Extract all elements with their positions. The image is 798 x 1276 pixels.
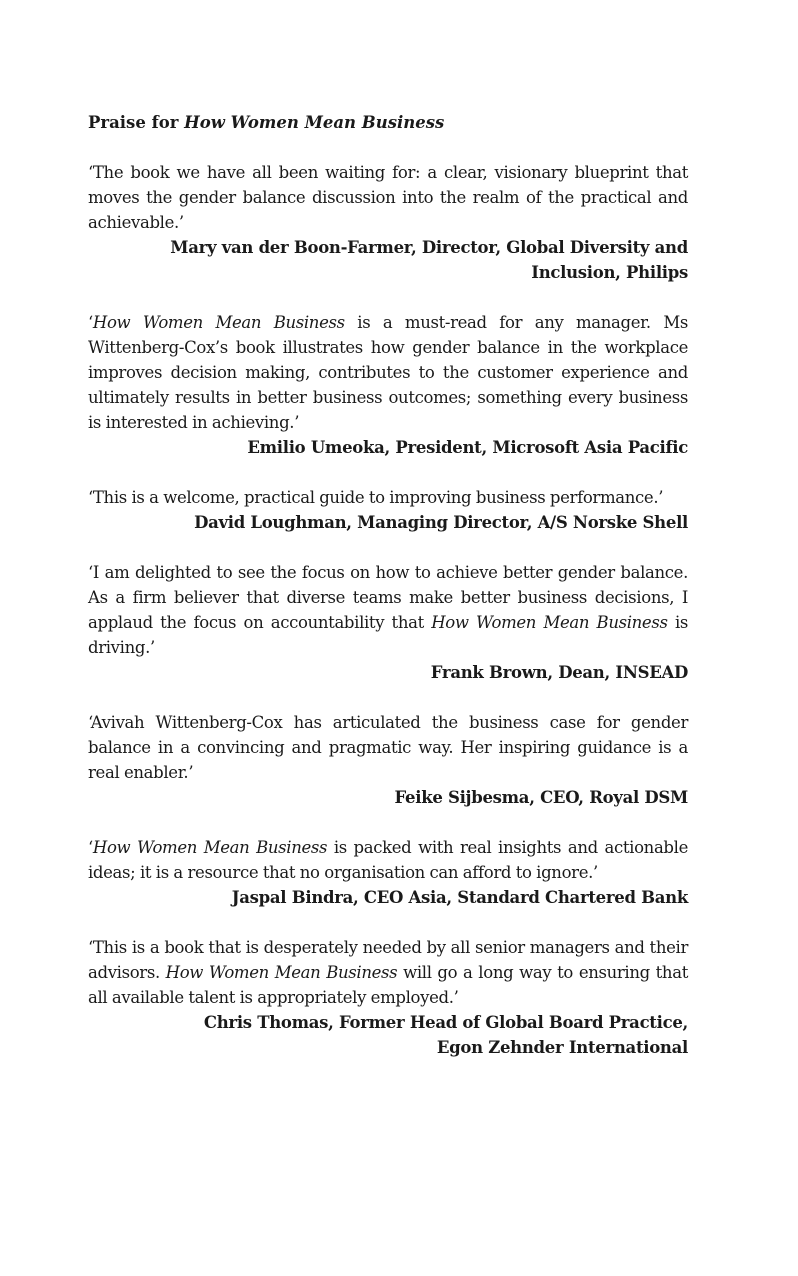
endorsement-quote [88,835,688,885]
attribution-line: Jaspal Bindra, CEO Asia, Standard Chartered Bank [231,888,688,907]
endorsement-quote [88,710,688,785]
endorsement-attribution [88,785,688,810]
endorsement-attribution [88,1010,688,1060]
quote-book-title: How Women Mean Business [431,613,668,632]
endorsement-list [88,160,688,1060]
endorsement-attribution [88,660,688,685]
quote-book-title: How Women Mean Business [165,963,398,982]
quote-text: ‘Avivah Wittenberg-Cox has articulated the business case for gender balance in a convincing and pragmatic way. Her inspiring guidance is a real enabler.’ [88,713,688,782]
attribution-line: Frank Brown, Dean, INSEAD [430,663,688,682]
attribution-line: Inclusion, Philips [531,263,688,282]
endorsement [88,160,688,285]
endorsement [88,710,688,810]
quote-text: ‘This is a welcome, practical guide to improving business performance.’ [88,488,664,507]
quote-text: ‘ [88,313,93,332]
page-heading [88,110,688,135]
quote-text: ‘I am delighted to see the focus on how to achieve better gender balance. As a firm believer that diverse teams make better business decisions, I applaud the focus on accountability that [88,563,688,632]
attribution-line: Egon Zehnder International [436,1038,688,1057]
endorsement-quote [88,935,688,1010]
quote-book-title: How Women Mean Business [92,838,328,857]
quote-text: ‘ [88,838,93,857]
endorsement-quote [88,485,688,510]
praise-page [88,110,688,1085]
heading-book-title: How Women Mean Business [184,113,445,132]
quote-text: is packed with real insights and actionable ideas; it is a resource that no organisation can afford to ignore.’ [88,838,688,882]
attribution-line: Mary van der Boon-Farmer, Director, Global Diversity and [170,238,688,257]
quote-text: will go a long way to ensuring that all available talent is appropriately employed.’ [88,963,688,1007]
heading-prefix: Praise for [88,113,185,132]
endorsement-attribution [88,510,688,535]
endorsement-quote [88,560,688,660]
quote-book-title: How Women Mean Business [92,313,345,332]
endorsement-quote [88,160,688,235]
endorsement [88,835,688,910]
attribution-line: Emilio Umeoka, President, Microsoft Asia Pacific [247,438,688,457]
endorsement [88,560,688,685]
endorsement [88,935,688,1060]
endorsement-attribution [88,235,688,285]
endorsement [88,485,688,535]
quote-text: ‘The book we have all been waiting for: a clear, visionary blueprint that moves the gender balance discussion into the realm of the practical and achievable.’ [88,163,688,232]
attribution-line: Chris Thomas, Former Head of Global Board Practice, [203,1013,688,1032]
endorsement-quote [88,310,688,435]
endorsement-attribution [88,435,688,460]
quote-text: is a must-read for any manager. Ms Wittenberg-Cox’s book illustrates how gender balance in the workplace improves decision making, contributes to the customer experience and ultimately results in better business outcomes; something every business is interested in achieving.’ [88,313,688,432]
endorsement [88,310,688,460]
attribution-line: Feike Sijbesma, CEO, Royal DSM [394,788,688,807]
attribution-line: David Loughman, Managing Director, A/S Norske Shell [194,513,688,532]
quote-text: is driving.’ [88,613,688,657]
endorsement-attribution [88,885,688,910]
quote-text: ‘This is a book that is desperately needed by all senior managers and their advisors. [88,938,688,982]
